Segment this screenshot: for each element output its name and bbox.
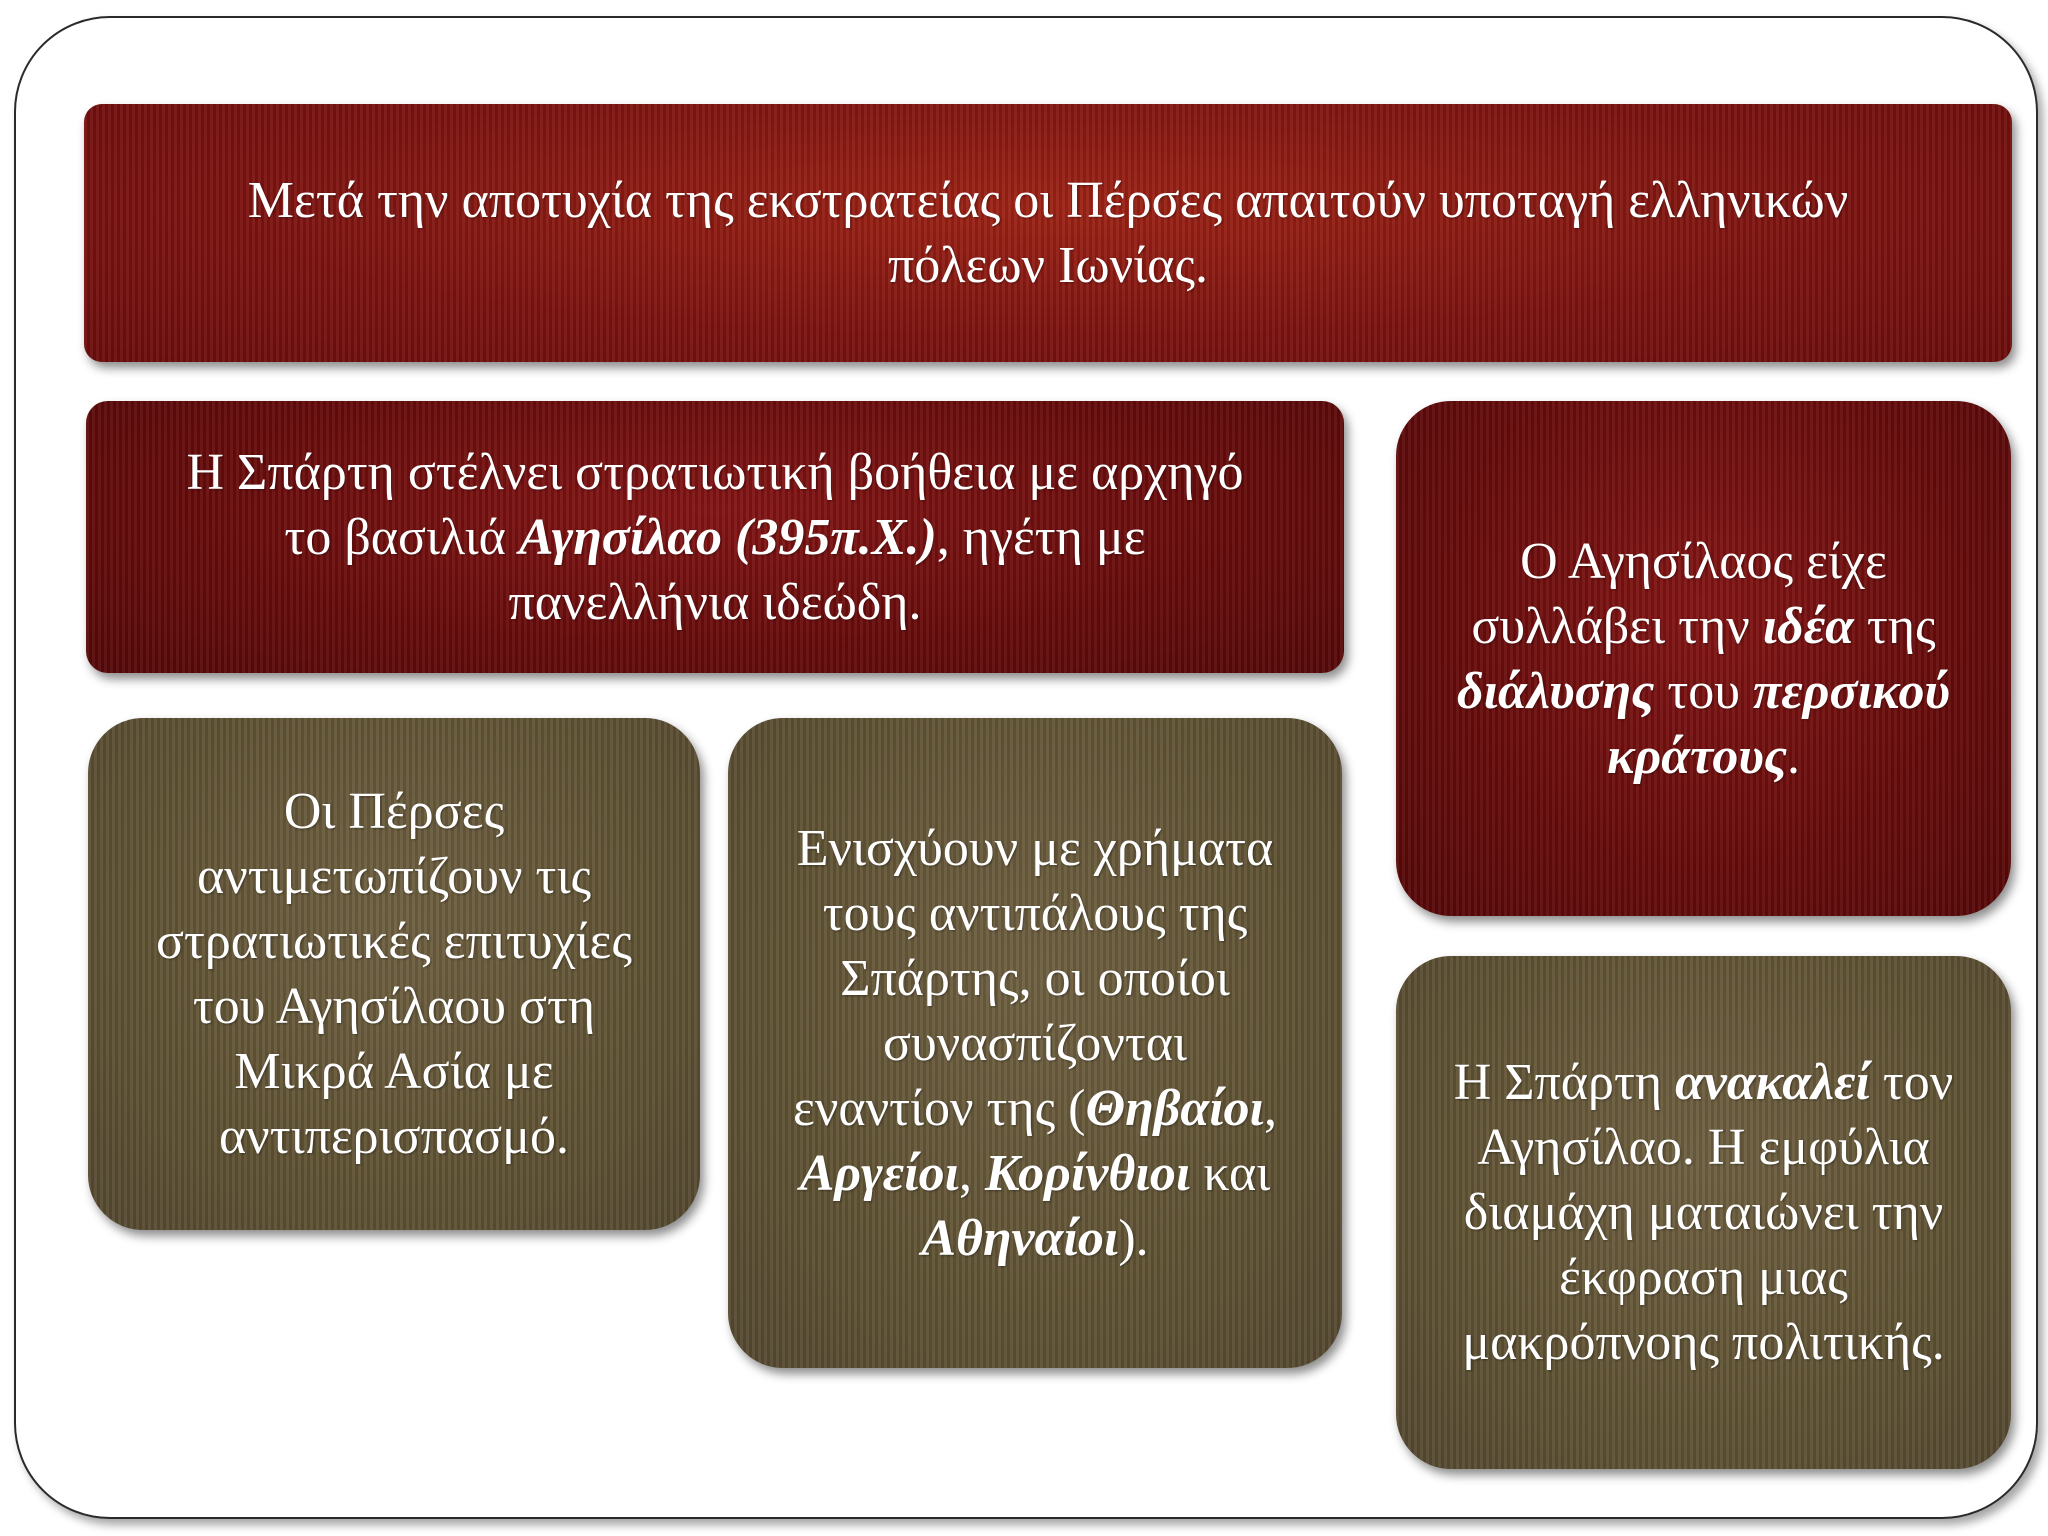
agesilaus-idea-box <box>1396 401 2011 916</box>
persians-response-line-5: Μικρά Ασία με <box>234 1043 554 1100</box>
persians-response-line-3: στρατιωτικές επιτυχίες <box>156 913 632 970</box>
agesilaus-name: Αγησίλαο (395π.Χ.) <box>518 508 937 566</box>
fund-rivals-line-5: εναντίον της (Θηβαίοι, <box>792 1079 1278 1137</box>
sparta-recall-line-5: μακρόπνοης πολιτικής. <box>1462 1314 1945 1371</box>
sparta-recall-line-3: διαμάχη ματαιώνει την <box>1463 1184 1944 1241</box>
sparta-aid-box <box>86 401 1344 673</box>
fund-rivals-line-7: Αθηναίοι). <box>921 1209 1149 1267</box>
sparta-aid-line-2: το βασιλιά Αγησίλαο (395π.Χ.), ηγέτη με <box>284 508 1146 566</box>
sparta-recall-line-2: Αγησίλαο. Η εμφύλια <box>1477 1119 1930 1176</box>
persians-response-line-6: αντιπερισπασμό. <box>218 1108 570 1165</box>
slide-frame <box>14 16 2038 1519</box>
sparta-aid-line-3: πανελλήνια ιδεώδη. <box>508 573 922 631</box>
persian-demand-line-2: πόλεων Ιωνίας. <box>888 237 1208 294</box>
fund-rivals-line-2: τους αντιπάλους της <box>822 884 1248 942</box>
persians-response-line-4: του Αγησίλαου στη <box>192 978 596 1035</box>
persian-demand-line-1: Μετά την αποτυχία της εκστρατείας οι Πέρσες απαιτούν υποταγή ελληνικών <box>247 172 1849 229</box>
agesilaus-idea-line-4: κράτους. <box>1606 727 1801 785</box>
sparta-aid-line-1: Η Σπάρτη στέλνει στρατιωτική βοήθεια με αρχηγό <box>186 443 1244 501</box>
agesilaus-idea-line-2: συλλάβει την ιδέα της <box>1471 597 1936 655</box>
sparta-recall-box <box>1396 956 2011 1469</box>
fund-rivals-line-1: Ενισχύουν με χρήματα <box>796 819 1274 877</box>
fund-rivals-line-6: Αργείοι, Κορίνθιοι και <box>799 1144 1271 1202</box>
agesilaus-idea-line-3: διάλυσης του περσικού <box>1456 662 1951 720</box>
persians-response-line-1: Οι Πέρσες <box>283 783 505 840</box>
persians-response-box <box>88 718 700 1230</box>
persian-demand-box <box>84 104 2012 362</box>
fund-rivals-line-3: Σπάρτης, οι οποίοι <box>840 949 1230 1007</box>
fund-rivals-box <box>728 718 1342 1368</box>
fund-rivals-line-4: συνασπίζονται <box>882 1014 1188 1072</box>
agesilaus-idea-line-1: Ο Αγησίλαος είχε <box>1520 532 1887 590</box>
persians-response-line-2: αντιμετωπίζουν τις <box>196 848 592 905</box>
sparta-recall-line-1: Η Σπάρτη ανακαλεί τον <box>1453 1054 1954 1111</box>
sparta-recall-line-4: έκφραση μιας <box>1559 1249 1848 1306</box>
